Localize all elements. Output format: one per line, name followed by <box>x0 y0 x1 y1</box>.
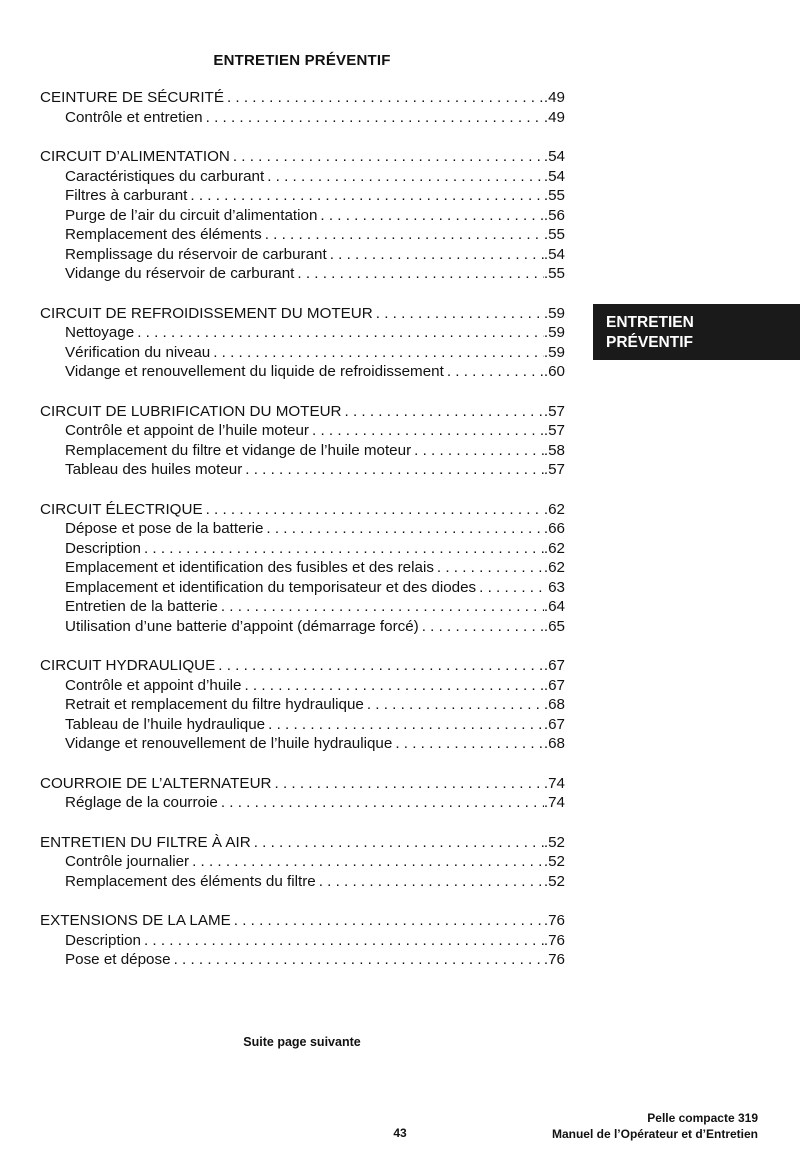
toc-section-heading <box>40 147 565 167</box>
dot-leader <box>241 676 543 696</box>
dot-leader <box>230 147 544 167</box>
dot-leader <box>263 519 543 539</box>
page-number: 43 <box>393 1126 407 1140</box>
toc-entry-label: Vidange du réservoir de carburant <box>65 265 295 282</box>
toc-entry-label: CEINTURE DE SÉCURITÉ <box>40 89 224 106</box>
toc-entry-label: CIRCUIT DE LUBRIFICATION DU MOTEUR <box>40 402 342 420</box>
toc-entry-label: Réglage de la courroie <box>65 794 218 811</box>
toc-section <box>40 147 565 284</box>
toc-entry-page: .66 <box>543 520 565 537</box>
toc-entry-label: Pose et dépose <box>65 951 171 968</box>
toc-entry-page: .68 <box>543 696 565 713</box>
page-title: ENTRETIEN PRÉVENTIF <box>213 52 391 69</box>
dot-leader <box>203 500 544 520</box>
toc-entry-page: .67 <box>543 715 565 733</box>
toc-entry <box>40 167 565 187</box>
dot-leader <box>187 186 543 206</box>
section-tab <box>593 304 800 360</box>
dot-leader <box>262 225 544 245</box>
toc-entry-label: Remplacement des éléments <box>65 226 262 243</box>
toc-entry-label: EXTENSIONS DE LA LAME <box>40 912 231 929</box>
dot-leader <box>224 88 544 108</box>
toc-entry-label: Purge de l’air du circuit d’alimentation <box>65 206 318 224</box>
dot-leader <box>476 578 548 598</box>
dot-leader <box>251 833 544 853</box>
toc-entry-label: CIRCUIT ÉLECTRIQUE <box>40 500 203 518</box>
toc-entry-page: .59 <box>543 343 565 361</box>
toc-entry <box>40 578 565 598</box>
toc-entry-label: Utilisation d’une batterie d’appoint (démarrage forcé) <box>65 617 419 635</box>
footer-line1: Pelle compacte 319 <box>647 1111 758 1125</box>
toc-entry <box>40 264 565 284</box>
toc-entry-page: .55 <box>543 187 565 204</box>
toc-entry-label: Entretien de la batterie <box>65 598 218 615</box>
toc-entry-page: .62 <box>543 539 565 557</box>
toc-entry-label: Vérification du niveau <box>65 343 211 361</box>
footer-line2: Manuel de l’Opérateur et d’Entretien <box>551 1127 758 1141</box>
dot-leader <box>231 911 544 931</box>
toc-entry-page: .64 <box>543 598 565 615</box>
toc-entry-label: Dépose et pose de la batterie <box>65 520 264 537</box>
toc-section <box>40 774 565 813</box>
toc-entry-page: .54 <box>543 148 565 165</box>
toc-section <box>40 911 565 970</box>
toc-entry-label: Description <box>65 539 141 557</box>
continued-note: Suite page suivante <box>243 1035 361 1049</box>
dot-leader <box>218 597 544 617</box>
dot-leader <box>392 734 544 754</box>
toc-entry-label: Remplacement du filtre et vidange de l’huile moteur <box>65 441 412 459</box>
toc-entry <box>40 558 565 578</box>
toc-section-heading <box>40 911 565 931</box>
dot-leader <box>141 539 544 559</box>
section-tab-line1: ENTRETIEN <box>606 314 694 331</box>
toc-entry <box>40 539 565 559</box>
toc-entry-page: .67 <box>543 676 565 694</box>
toc-entry-page: .65 <box>543 617 565 635</box>
toc-entry <box>40 519 565 539</box>
toc-entry-page: .55 <box>543 265 565 282</box>
dot-leader <box>189 852 544 872</box>
toc-section <box>40 656 565 754</box>
toc-entry-label: Emplacement et identification du temporisateur et des diodes <box>65 578 477 596</box>
dot-leader <box>364 695 544 715</box>
toc-entry-label: COURROIE DE L’ALTERNATEUR <box>40 774 272 792</box>
toc-entry <box>40 323 565 343</box>
dot-leader <box>373 304 544 324</box>
dot-leader <box>444 362 544 382</box>
toc-entry-label: CIRCUIT D’ALIMENTATION <box>40 148 230 165</box>
toc-entry-page: .56 <box>543 206 565 224</box>
toc-entry-label: Tableau des huiles moteur <box>65 461 243 478</box>
toc-entry <box>40 460 565 480</box>
toc-entry-page: .49 <box>543 89 565 106</box>
toc-section-heading <box>40 656 565 676</box>
toc-entry <box>40 597 565 617</box>
toc-entry-page: .49 <box>543 108 565 126</box>
toc-section-heading <box>40 500 565 520</box>
dot-leader <box>309 421 544 441</box>
section-tab-line2: PRÉVENTIF <box>606 334 693 351</box>
toc-entry-label: Description <box>65 931 141 949</box>
toc-entry-page: .67 <box>543 657 565 674</box>
toc-entry-label: Vidange et renouvellement de l’huile hydraulique <box>65 735 393 752</box>
toc-entry-label: Retrait et remplacement du filtre hydraulique <box>65 696 364 713</box>
toc-entry <box>40 950 565 970</box>
toc-entry-label: ENTRETIEN DU FILTRE À AIR <box>40 833 251 851</box>
toc-entry-label: Contrôle et entretien <box>65 108 203 126</box>
toc-entry <box>40 793 565 813</box>
dot-leader <box>411 441 544 461</box>
toc-entry-label: CIRCUIT DE REFROIDISSEMENT DU MOTEUR <box>40 304 373 322</box>
toc-entry-page: .57 <box>543 402 565 420</box>
toc-entry <box>40 852 565 872</box>
toc-entry-page: .54 <box>543 167 565 185</box>
dot-leader <box>171 950 544 970</box>
toc-entry-label: Caractéristiques du carburant <box>65 167 265 185</box>
dot-leader <box>419 617 544 637</box>
toc-entry-page: .52 <box>543 872 565 890</box>
toc-section-heading <box>40 833 565 853</box>
toc-entry-page: .54 <box>543 245 565 263</box>
toc-entry-page: .55 <box>543 226 565 243</box>
toc-section <box>40 88 565 127</box>
toc-entry-label: CIRCUIT HYDRAULIQUE <box>40 657 216 674</box>
toc-entry-page: .76 <box>543 951 565 968</box>
dot-leader <box>294 264 544 284</box>
toc-entry <box>40 872 565 892</box>
footer <box>552 1110 758 1142</box>
toc-entry-label: Vidange et renouvellement du liquide de refroidissement <box>65 363 444 380</box>
toc-entry-label: Contrôle et appoint d’huile <box>65 676 242 694</box>
toc-entry-page: .59 <box>543 304 565 322</box>
dot-leader <box>317 206 543 226</box>
toc-entry <box>40 617 565 637</box>
toc-section <box>40 833 565 892</box>
toc-entry-page: .60 <box>543 363 565 380</box>
toc-entry <box>40 421 565 441</box>
toc-entry-page: .52 <box>543 833 565 851</box>
toc-entry-label: Filtres à carburant <box>65 187 188 204</box>
dot-leader <box>316 872 544 892</box>
toc-entry <box>40 186 565 206</box>
toc-entry-label: Tableau de l’huile hydraulique <box>65 715 266 733</box>
toc-entry-page: .59 <box>543 324 565 341</box>
toc-section <box>40 500 565 637</box>
table-of-contents <box>40 88 565 990</box>
toc-section <box>40 304 565 382</box>
toc-entry <box>40 206 565 226</box>
toc-entry-page: .58 <box>543 441 565 459</box>
toc-entry-page: .62 <box>543 500 565 518</box>
toc-section-heading <box>40 402 565 422</box>
toc-entry <box>40 715 565 735</box>
toc-entry-page: .76 <box>543 912 565 929</box>
toc-entry-page: .52 <box>543 853 565 870</box>
dot-leader <box>215 656 544 676</box>
dot-leader <box>210 343 544 363</box>
toc-entry <box>40 245 565 265</box>
toc-entry <box>40 343 565 363</box>
toc-entry-page: .74 <box>543 774 565 792</box>
toc-entry-label: Remplissage du réservoir de carburant <box>65 245 327 263</box>
toc-section <box>40 402 565 480</box>
dot-leader <box>272 774 544 794</box>
dot-leader <box>327 245 544 265</box>
dot-leader <box>342 402 544 422</box>
dot-leader <box>141 931 544 951</box>
toc-section-heading <box>40 304 565 324</box>
dot-leader <box>434 558 544 578</box>
toc-entry-label: Nettoyage <box>65 324 135 341</box>
dot-leader <box>264 167 544 187</box>
toc-entry <box>40 225 565 245</box>
toc-entry <box>40 108 565 128</box>
toc-entry-page: .57 <box>543 422 565 439</box>
toc-entry <box>40 441 565 461</box>
toc-entry-page: .74 <box>543 794 565 811</box>
toc-entry-label: Remplacement des éléments du filtre <box>65 872 316 890</box>
toc-entry-label: Contrôle et appoint de l’huile moteur <box>65 422 309 439</box>
toc-entry <box>40 695 565 715</box>
toc-entry <box>40 676 565 696</box>
toc-section-heading <box>40 88 565 108</box>
dot-leader <box>265 715 544 735</box>
toc-entry-page: 63 <box>548 578 565 596</box>
toc-entry-page: .68 <box>543 735 565 752</box>
dot-leader <box>203 108 544 128</box>
dot-leader <box>218 793 544 813</box>
toc-section-heading <box>40 774 565 794</box>
toc-entry <box>40 362 565 382</box>
toc-entry-page: .76 <box>543 931 565 949</box>
toc-entry <box>40 931 565 951</box>
toc-entry <box>40 734 565 754</box>
toc-entry-page: .62 <box>543 559 565 576</box>
toc-entry-label: Contrôle journalier <box>65 853 190 870</box>
dot-leader <box>242 460 544 480</box>
toc-entry-page: .57 <box>543 461 565 478</box>
toc-entry-label: Emplacement et identification des fusibles et des relais <box>65 559 434 576</box>
dot-leader <box>134 323 544 343</box>
